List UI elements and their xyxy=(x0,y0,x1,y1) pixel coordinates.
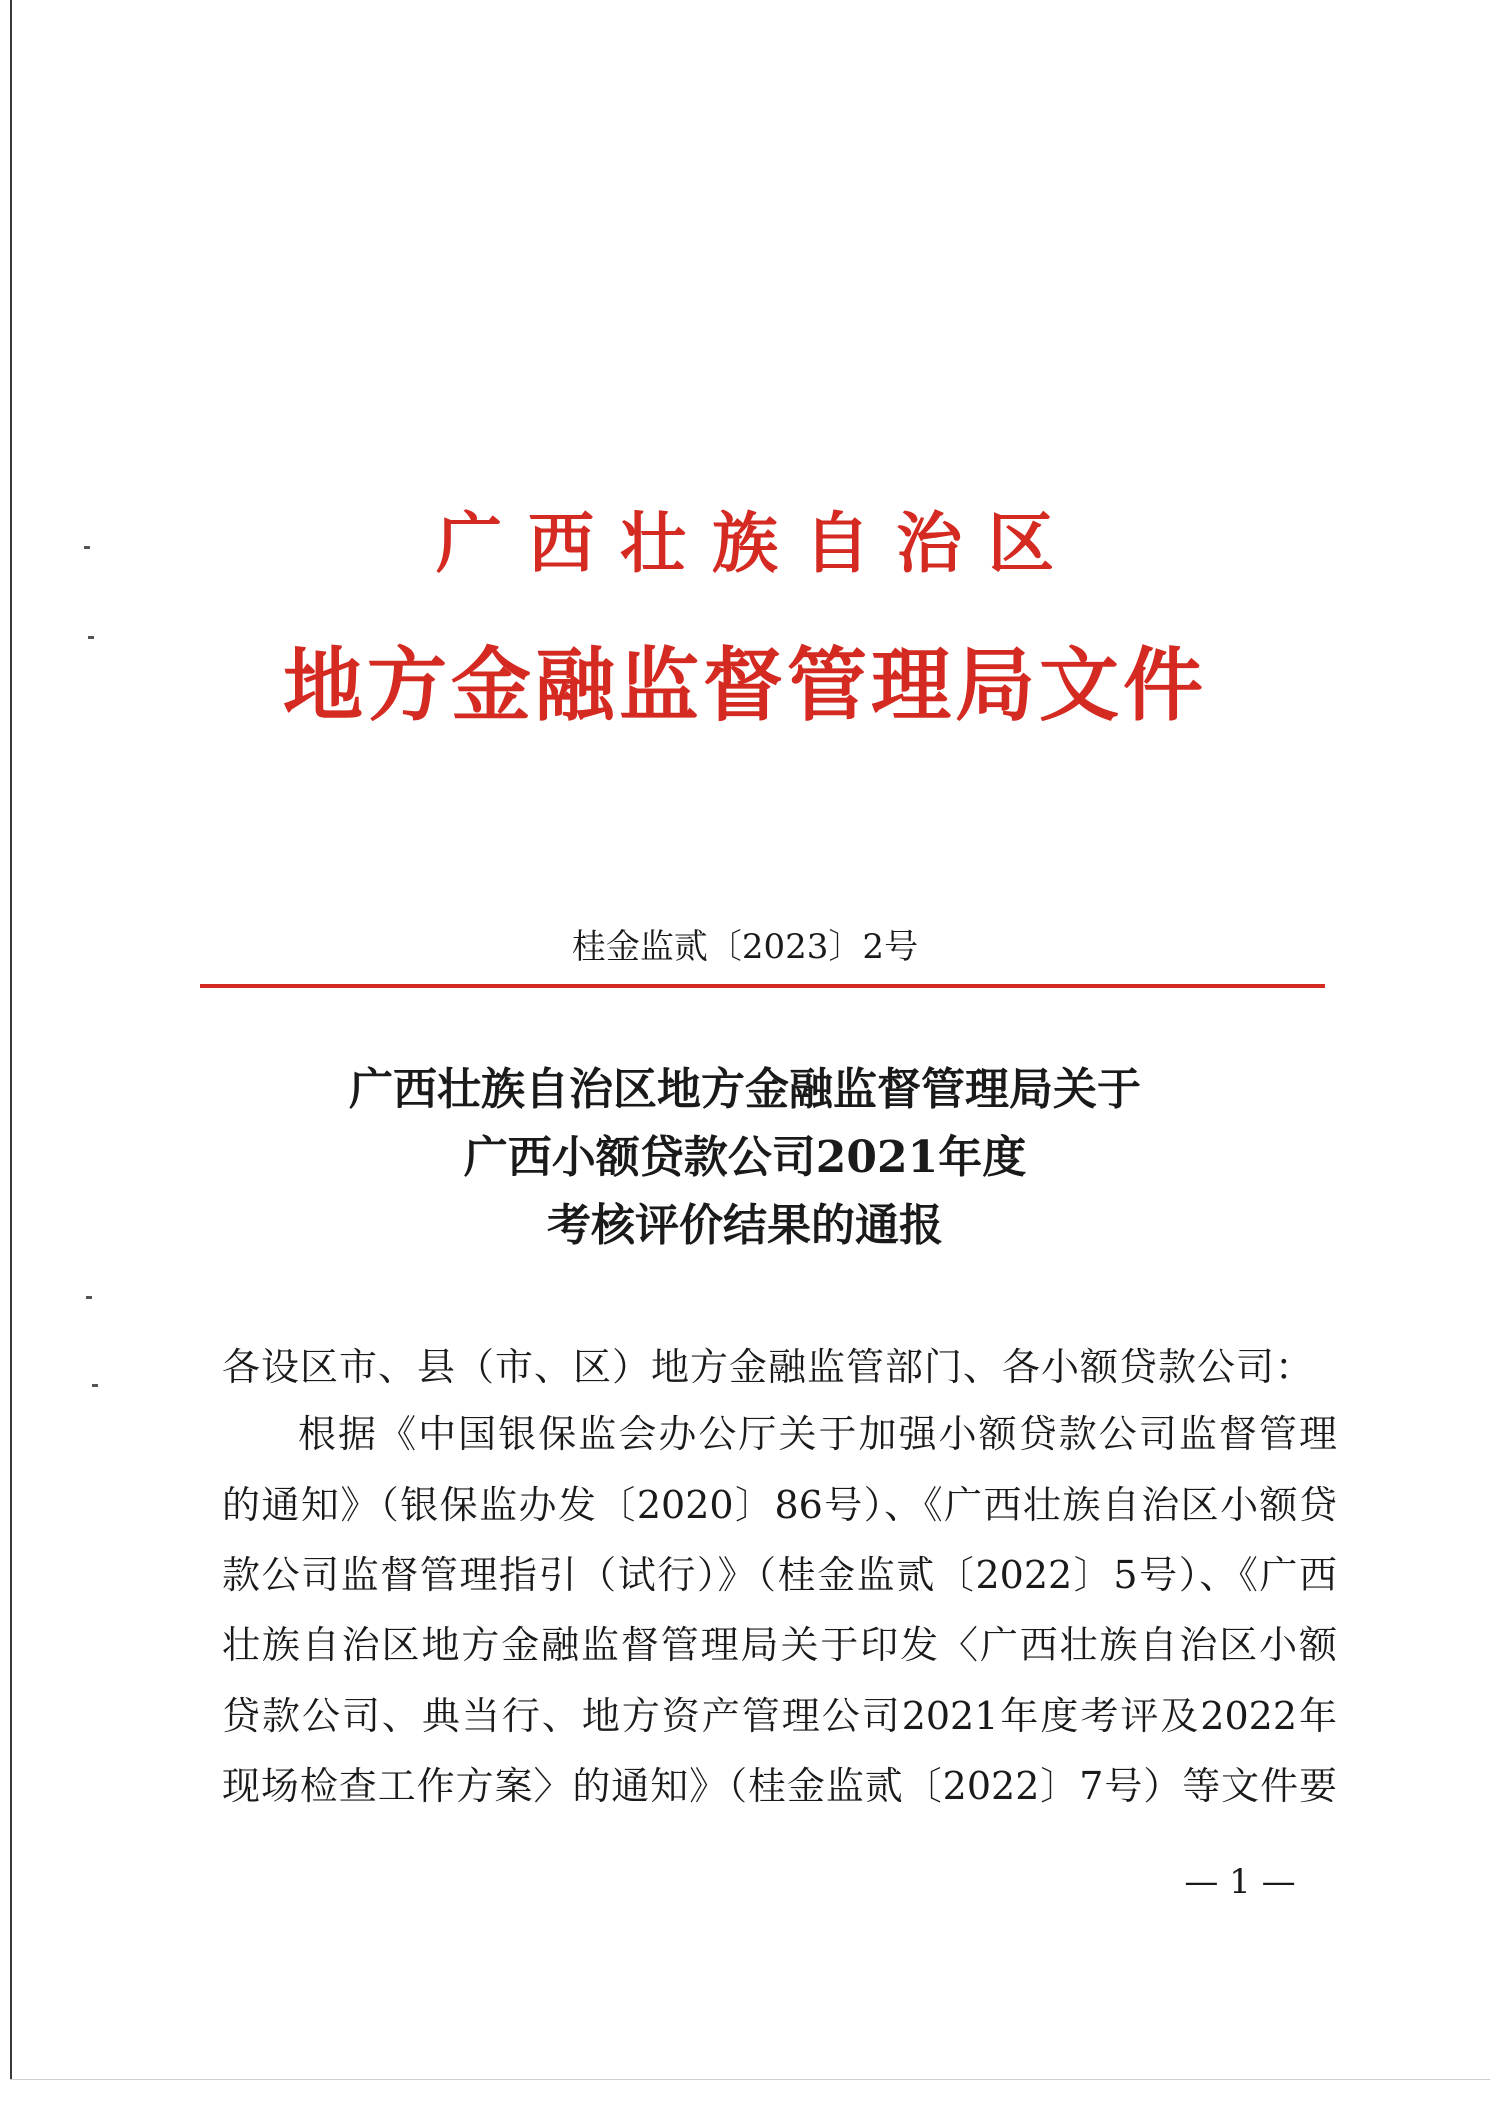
body-line: 现场检查工作方案〉的通知》（桂金监贰〔2022〕7号）等文件要 xyxy=(222,1764,1337,1808)
document-title-line2: 广西小额贷款公司2021年度 xyxy=(463,1132,1027,1183)
document-number: 桂金监贰〔2023〕2号 xyxy=(571,927,919,967)
page-number: — 1 — xyxy=(1184,1862,1296,1902)
body-line: 的通知》（银保监办发〔2020〕86号）、《广西壮族自治区小额贷 xyxy=(222,1483,1337,1527)
body-line: 根据《中国银保监会办公厅关于加强小额贷款公司监督管理 xyxy=(298,1412,1337,1456)
body-line: 壮族自治区地方金融监督管理局关于印发〈广西壮族自治区小额 xyxy=(222,1623,1337,1667)
scan-speck xyxy=(86,1296,92,1299)
scan-page-edge xyxy=(10,0,12,2080)
issuer-name-line1: 广西壮族自治区 xyxy=(436,504,1080,582)
document-title-line3: 考核评价结果的通报 xyxy=(547,1200,943,1251)
red-separator-line xyxy=(200,984,1325,988)
document-title-line1: 广西壮族自治区地方金融监督管理局关于 xyxy=(349,1064,1141,1115)
scan-page-bottom-edge xyxy=(10,2079,1490,2080)
salutation: 各设区市、县（市、区）地方金融监管部门、各小额贷款公司： xyxy=(222,1345,1315,1389)
scan-speck xyxy=(92,1384,98,1387)
body-line: 款公司监督管理指引（试行）》（桂金监贰〔2022〕5号）、《广西 xyxy=(222,1553,1337,1597)
body-line: 贷款公司、典当行、地方资产管理公司2021年度考评及2022年 xyxy=(222,1694,1337,1738)
issuer-name-line2: 地方金融监督管理局文件 xyxy=(283,638,1207,732)
